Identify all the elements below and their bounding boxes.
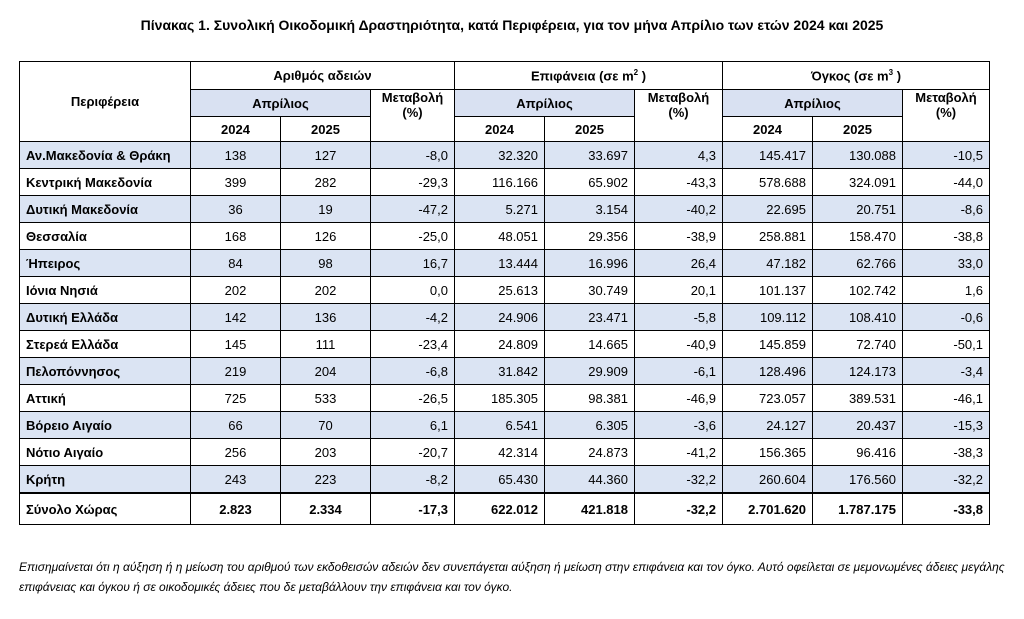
permits-change-cell: -25,0: [371, 223, 455, 250]
area-2025-cell: 33.697: [545, 142, 635, 169]
area-2025-cell: 24.873: [545, 439, 635, 466]
volume-2024-cell: 258.881: [723, 223, 813, 250]
permits-2024-cell: 66: [191, 412, 281, 439]
permits-2024-cell: 243: [191, 466, 281, 494]
total-row: [20, 493, 990, 525]
area-change-cell: -6,1: [635, 358, 723, 385]
area-change-cell: -40,2: [635, 196, 723, 223]
permits-2024-cell: 725: [191, 385, 281, 412]
area-2024-cell: 116.166: [455, 169, 545, 196]
permits-2025-cell: 204: [281, 358, 371, 385]
region-cell: Κεντρική Μακεδονία: [20, 169, 191, 196]
table-row: [20, 439, 990, 466]
permits-2025-cell: 126: [281, 223, 371, 250]
volume-change-cell: -50,1: [903, 331, 990, 358]
area-2025-cell: 3.154: [545, 196, 635, 223]
area-2024-cell: 48.051: [455, 223, 545, 250]
permits-2024-cell: 36: [191, 196, 281, 223]
area-2024-cell: 65.430: [455, 466, 545, 494]
permits-change-cell: 16,7: [371, 250, 455, 277]
permits-2025-cell: 136: [281, 304, 371, 331]
area-change-cell: 20,1: [635, 277, 723, 304]
permits-change-cell: 6,1: [371, 412, 455, 439]
area-2025-cell: 30.749: [545, 277, 635, 304]
volume-2025-cell: 389.531: [813, 385, 903, 412]
area-change-cell: -43,3: [635, 169, 723, 196]
area-group-header: Επιφάνεια (σε $m^2$ ): [455, 62, 723, 90]
area-2025-cell: 14.665: [545, 331, 635, 358]
volume-change-cell: -0,6: [903, 304, 990, 331]
table-body: [20, 142, 990, 525]
region-cell: Βόρειο Αιγαίο: [20, 412, 191, 439]
volume-change-cell: -32,2: [903, 466, 990, 494]
volume-2024-cell: 24.127: [723, 412, 813, 439]
volume-2024-cell: 260.604: [723, 466, 813, 494]
permits-change-header: Μεταβολή (%): [371, 90, 455, 142]
table-row: [20, 196, 990, 223]
table-row: [20, 304, 990, 331]
permits-2024-cell: 168: [191, 223, 281, 250]
permits-2025-cell: 70: [281, 412, 371, 439]
volume-2024-cell: 109.112: [723, 304, 813, 331]
region-cell: Ιόνια Νησιά: [20, 277, 191, 304]
permits-2024-cell: 84: [191, 250, 281, 277]
permits-group-header: Αριθμός αδειών: [191, 62, 455, 90]
permits-2024-cell: 138: [191, 142, 281, 169]
area-2024-cell: 13.444: [455, 250, 545, 277]
volume-change-header: Μεταβολή (%): [903, 90, 990, 142]
region-cell: Δυτική Μακεδονία: [20, 196, 191, 223]
area-2025-cell: 44.360: [545, 466, 635, 494]
volume-2025-cell: 158.470: [813, 223, 903, 250]
area-2025-cell: 16.996: [545, 250, 635, 277]
area-2025-cell: 98.381: [545, 385, 635, 412]
volume-2024-cell: 156.365: [723, 439, 813, 466]
volume-2025-cell: 108.410: [813, 304, 903, 331]
total-area-2024-cell: 622.012: [455, 493, 545, 525]
region-cell: Ήπειρος: [20, 250, 191, 277]
permits-month-header: Απρίλιος: [191, 90, 371, 117]
permits-2025-cell: 533: [281, 385, 371, 412]
permits-2025-cell: 223: [281, 466, 371, 494]
volume-group-header: Όγκος (σε $m^3$ ): [723, 62, 990, 90]
volume-2025-cell: 130.088: [813, 142, 903, 169]
permits-2024-cell: 399: [191, 169, 281, 196]
region-cell: Νότιο Αιγαίο: [20, 439, 191, 466]
volume-2025-cell: 72.740: [813, 331, 903, 358]
volume-change-cell: 33,0: [903, 250, 990, 277]
area-change-cell: -3,6: [635, 412, 723, 439]
area-2024-cell: 25.613: [455, 277, 545, 304]
table-row: [20, 412, 990, 439]
region-cell: Δυτική Ελλάδα: [20, 304, 191, 331]
area-change-cell: 4,3: [635, 142, 723, 169]
volume-2024-cell: 128.496: [723, 358, 813, 385]
total-permits-2024-cell: 2.823: [191, 493, 281, 525]
table-row: [20, 358, 990, 385]
total-permits-change-cell: -17,3: [371, 493, 455, 525]
area-2025-cell: 65.902: [545, 169, 635, 196]
area-2024-cell: 42.314: [455, 439, 545, 466]
area-2024-cell: 32.320: [455, 142, 545, 169]
permits-change-cell: -8,0: [371, 142, 455, 169]
permits-2024-cell: 145: [191, 331, 281, 358]
region-cell: Πελοπόννησος: [20, 358, 191, 385]
volume-2024-cell: 47.182: [723, 250, 813, 277]
permits-2025-cell: 98: [281, 250, 371, 277]
region-header: Περιφέρεια: [20, 62, 191, 142]
region-cell: Αττική: [20, 385, 191, 412]
permits-2025-cell: 19: [281, 196, 371, 223]
volume-change-cell: -3,4: [903, 358, 990, 385]
volume-2025-cell: 102.742: [813, 277, 903, 304]
total-region-cell: Σύνολο Χώρας: [20, 493, 191, 525]
volume-2024-cell: 723.057: [723, 385, 813, 412]
table-row: [20, 466, 990, 494]
area-change-header: Μεταβολή (%): [635, 90, 723, 142]
permits-2025-cell: 202: [281, 277, 371, 304]
area-2025-cell: 29.356: [545, 223, 635, 250]
permits-change-cell: -23,4: [371, 331, 455, 358]
permits-2024-cell: 256: [191, 439, 281, 466]
volume-change-cell: -38,8: [903, 223, 990, 250]
area-2024-cell: 24.906: [455, 304, 545, 331]
area-year-2024: 2024: [455, 117, 545, 142]
permits-change-cell: -29,3: [371, 169, 455, 196]
table-row: [20, 169, 990, 196]
volume-2024-cell: 101.137: [723, 277, 813, 304]
volume-year-2025: 2025: [813, 117, 903, 142]
volume-change-cell: -10,5: [903, 142, 990, 169]
permits-change-cell: -4,2: [371, 304, 455, 331]
permits-2024-cell: 219: [191, 358, 281, 385]
area-change-cell: -40,9: [635, 331, 723, 358]
table-row: [20, 223, 990, 250]
volume-2024-cell: 22.695: [723, 196, 813, 223]
footnote: Επισημαίνεται ότι η αύξηση ή η μείωση του αριθμού των εκδοθεισών αδειών δεν συνεπάγεται αύξηση ή μείωση στην επιφάνεια και τον όγκο. Αυτό οφείλεται σε μεμονωμένες άδειες μεγάλης επιφάνειας και όγκου ή σε οικοδομικές άδειες που δε μεταβάλλουν την επιφάνεια και τον όγκο.: [19, 560, 1005, 594]
volume-2025-cell: 324.091: [813, 169, 903, 196]
total-area-change-cell: -32,2: [635, 493, 723, 525]
total-volume-change-cell: -33,8: [903, 493, 990, 525]
permits-change-cell: -20,7: [371, 439, 455, 466]
volume-2024-cell: 145.417: [723, 142, 813, 169]
volume-2025-cell: 96.416: [813, 439, 903, 466]
area-month-header: Απρίλιος: [455, 90, 635, 117]
volume-2024-cell: 578.688: [723, 169, 813, 196]
total-area-2025-cell: 421.818: [545, 493, 635, 525]
volume-2025-cell: 20.751: [813, 196, 903, 223]
volume-change-cell: -46,1: [903, 385, 990, 412]
statistics-table: [19, 61, 990, 525]
volume-change-cell: -8,6: [903, 196, 990, 223]
area-change-cell: -41,2: [635, 439, 723, 466]
area-2025-cell: 23.471: [545, 304, 635, 331]
permits-change-cell: -6,8: [371, 358, 455, 385]
region-cell: Θεσσαλία: [20, 223, 191, 250]
area-2024-cell: 24.809: [455, 331, 545, 358]
volume-2025-cell: 176.560: [813, 466, 903, 494]
total-volume-2025-cell: 1.787.175: [813, 493, 903, 525]
permits-2024-cell: 142: [191, 304, 281, 331]
area-year-2025: 2025: [545, 117, 635, 142]
permits-2024-cell: 202: [191, 277, 281, 304]
table-row: [20, 277, 990, 304]
table-row: [20, 250, 990, 277]
volume-year-2024: 2024: [723, 117, 813, 142]
area-change-cell: -38,9: [635, 223, 723, 250]
region-cell: Κρήτη: [20, 466, 191, 494]
volume-change-cell: -38,3: [903, 439, 990, 466]
volume-2025-cell: 62.766: [813, 250, 903, 277]
area-2025-cell: 29.909: [545, 358, 635, 385]
region-cell: Αν.Μακεδονία & Θράκη: [20, 142, 191, 169]
area-change-cell: -46,9: [635, 385, 723, 412]
permits-year-2024: 2024: [191, 117, 281, 142]
area-2024-cell: 6.541: [455, 412, 545, 439]
area-2024-cell: 185.305: [455, 385, 545, 412]
volume-change-cell: -44,0: [903, 169, 990, 196]
area-2024-cell: 5.271: [455, 196, 545, 223]
area-2024-cell: 31.842: [455, 358, 545, 385]
volume-month-header: Απρίλιος: [723, 90, 903, 117]
permits-year-2025: 2025: [281, 117, 371, 142]
table-row: [20, 331, 990, 358]
permits-2025-cell: 203: [281, 439, 371, 466]
permits-change-cell: -47,2: [371, 196, 455, 223]
volume-change-cell: -15,3: [903, 412, 990, 439]
volume-2025-cell: 124.173: [813, 358, 903, 385]
permits-2025-cell: 127: [281, 142, 371, 169]
area-2025-cell: 6.305: [545, 412, 635, 439]
area-change-cell: 26,4: [635, 250, 723, 277]
area-change-cell: -32,2: [635, 466, 723, 494]
total-volume-2024-cell: 2.701.620: [723, 493, 813, 525]
volume-change-cell: 1,6: [903, 277, 990, 304]
permits-2025-cell: 111: [281, 331, 371, 358]
volume-2025-cell: 20.437: [813, 412, 903, 439]
permits-change-cell: -8,2: [371, 466, 455, 494]
region-cell: Στερεά Ελλάδα: [20, 331, 191, 358]
area-change-cell: -5,8: [635, 304, 723, 331]
total-permits-2025-cell: 2.334: [281, 493, 371, 525]
volume-2024-cell: 145.859: [723, 331, 813, 358]
permits-change-cell: 0,0: [371, 277, 455, 304]
table-row: [20, 142, 990, 169]
table-title: Πίνακας 1. Συνολική Οικοδομική Δραστηριότητα, κατά Περιφέρεια, για τον μήνα Απρίλιο των ετών 2024 και 2025: [140, 17, 884, 33]
permits-change-cell: -26,5: [371, 385, 455, 412]
table-row: [20, 385, 990, 412]
permits-2025-cell: 282: [281, 169, 371, 196]
